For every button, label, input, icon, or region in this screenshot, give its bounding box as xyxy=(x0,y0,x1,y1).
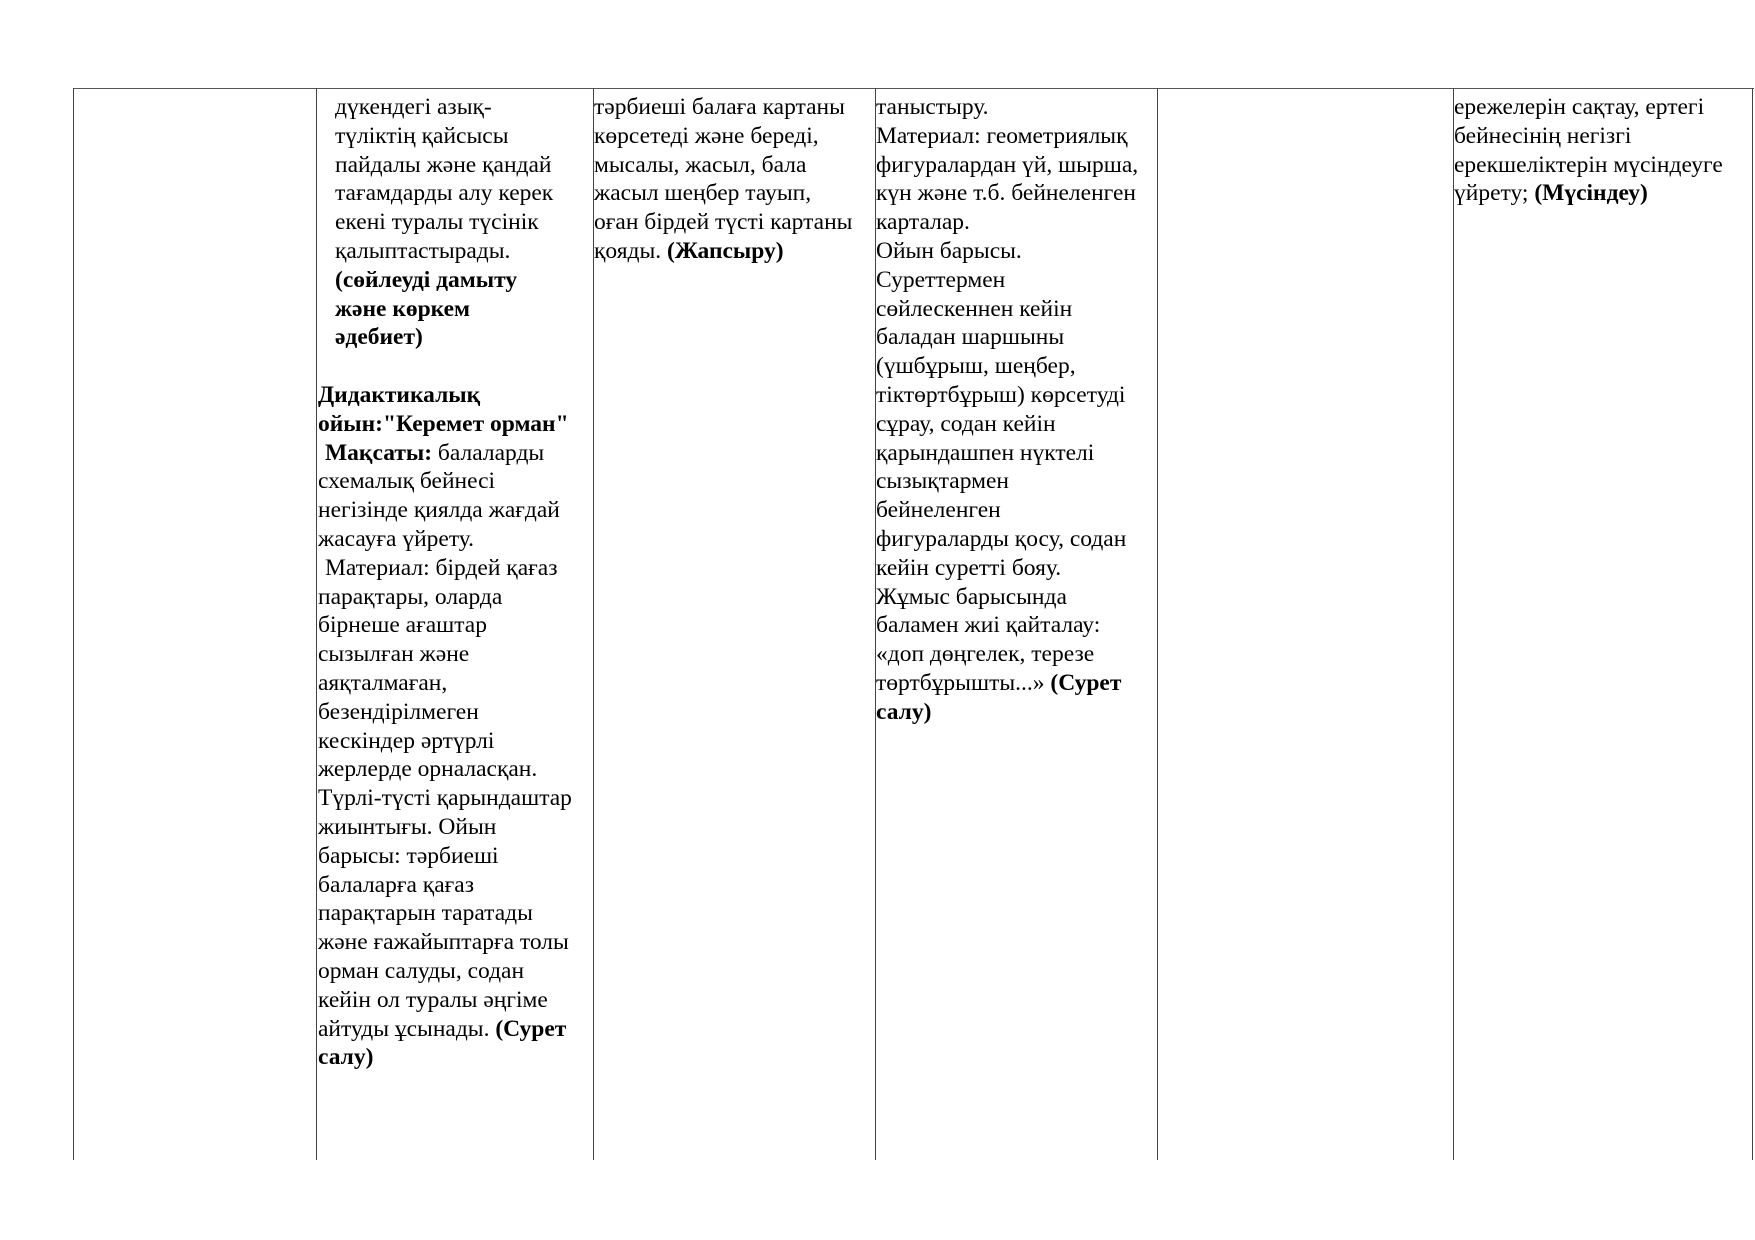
text-line: көрсетеді және береді, xyxy=(594,122,819,149)
text-span: айтуды ұсынады. xyxy=(318,1015,496,1042)
text-line: Түрлі-түсті қарындаштар xyxy=(318,785,572,812)
text-line: жиынтығы. Ойын xyxy=(318,813,497,840)
goal-label: Мақсаты: xyxy=(325,439,433,466)
text-line: сызықтармен xyxy=(876,468,1009,495)
text-line: және ғажайыптарға толы xyxy=(318,929,569,956)
text-line: бейнеленген xyxy=(876,497,1001,524)
blank-line xyxy=(318,352,572,381)
text-line: жасауға үйрету. xyxy=(318,525,475,552)
table-column-border-2 xyxy=(316,88,317,1160)
text-span: балаларды xyxy=(432,439,545,466)
text-line xyxy=(876,669,1138,698)
text-line: орман салуды, содан xyxy=(318,957,525,984)
text-line: түліктің қайсысы xyxy=(335,122,509,149)
text-line: Ойын барысы. xyxy=(876,237,1022,264)
text-line: дүкендегі азық- xyxy=(335,94,492,120)
text-line xyxy=(318,1015,572,1044)
text-line: Суреттермен xyxy=(876,266,1006,293)
text-line xyxy=(1454,179,1723,208)
text-line: Материал: геометриялық xyxy=(876,122,1128,149)
text-line: жасыл шеңбер тауып, xyxy=(594,180,812,207)
text-line: аяқталмаған, xyxy=(318,669,448,696)
text-line: қалыптастырады. xyxy=(335,237,511,264)
text-line: күн және т.б. бейнеленген xyxy=(876,180,1136,207)
text-line: бірнеше ағаштар xyxy=(318,612,487,639)
table-cell-col3 xyxy=(594,93,852,266)
text-line xyxy=(318,439,572,468)
subject-label: (Жапсыру) xyxy=(667,237,784,264)
text-line: тағамдарды алу керек xyxy=(335,180,554,207)
text-line: негізінде қиялда жағдай xyxy=(318,497,560,524)
table-top-border xyxy=(73,88,1754,89)
text-line: фигураларды қосу, содан xyxy=(876,525,1127,552)
text-line: жерлерде орналасқан. xyxy=(318,756,538,783)
text-line: мысалы, жасыл, бала xyxy=(594,151,807,178)
text-line: таныстыру. xyxy=(876,94,989,120)
text-line: карталар. xyxy=(876,209,970,236)
table-column-border-5 xyxy=(1157,88,1158,1160)
text-line: Материал: бірдей қағаз xyxy=(325,554,558,581)
table-cell-col2 xyxy=(318,93,572,1072)
subject-label: (сөйлеуді дамыту xyxy=(335,266,518,293)
text-line: «доп дөңгелек, терезе xyxy=(876,641,1095,668)
text-line: сұрау, содан кейін xyxy=(876,410,1056,437)
text-line: ерекшеліктерін мүсіндеуге xyxy=(1454,151,1723,178)
text-line: Жұмыс барысында xyxy=(876,583,1067,610)
text-line: сызылған және xyxy=(318,641,470,668)
text-line: балаларға қағаз xyxy=(318,871,475,898)
table-cell-col6 xyxy=(1454,93,1723,208)
text-line: баладан шаршыны xyxy=(876,324,1065,351)
text-line: тіктөртбұрыш) көрсетуді xyxy=(876,381,1126,408)
subject-label: (Сурет xyxy=(1050,669,1122,696)
text-line: баламен жиі қайталау: xyxy=(876,612,1101,639)
text-line: фигуралардан үй, шырша, xyxy=(876,151,1139,178)
text-line: бейнесінің негізгі xyxy=(1454,122,1632,149)
game-title: ойын:"Керемет орман" xyxy=(318,410,569,437)
subject-label: (Мүсіндеу) xyxy=(1534,180,1648,207)
text-span: төртбұрышты...» xyxy=(876,669,1051,696)
subject-label: және көркем xyxy=(335,295,471,322)
text-line: қарындашпен нүктелі xyxy=(876,439,1095,466)
subject-label: салу) xyxy=(318,1044,374,1071)
text-line: оған бірдей түсті картаны xyxy=(594,209,853,236)
text-line: схемалық бейнесі xyxy=(318,468,496,495)
subject-label: (Сурет xyxy=(495,1015,567,1042)
table-column-border-7 xyxy=(1752,88,1753,1160)
text-line xyxy=(594,237,852,266)
text-line: парақтарын таратады xyxy=(318,900,533,927)
text-line: кейін суретті бояу. xyxy=(876,554,1062,581)
subject-label: әдебиет) xyxy=(335,324,423,351)
text-line: безендірілмеген xyxy=(318,698,479,725)
subject-label: салу) xyxy=(876,698,932,725)
table-cell-col4 xyxy=(876,93,1138,727)
text-line: кейін ол туралы әңгіме xyxy=(318,986,548,1013)
text-line: тәрбиеші балаға картаны xyxy=(594,94,845,120)
text-line: кескіндер әртүрлі xyxy=(318,727,495,754)
table-column-border-1 xyxy=(73,88,74,1160)
text-line: сөйлескеннен кейін xyxy=(876,295,1073,322)
text-span: үйрету; xyxy=(1454,180,1535,207)
text-line: парақтары, оларда xyxy=(318,583,503,610)
text-line: екені туралы түсінік xyxy=(335,209,539,236)
text-line: (үшбұрыш, шеңбер, xyxy=(876,353,1076,380)
table-column-border-6 xyxy=(1453,88,1454,1160)
text-line: барысы: тәрбиеші xyxy=(318,842,499,869)
text-line: ережелерін сақтау, ертегі xyxy=(1454,94,1705,120)
text-line: пайдалы және қандай xyxy=(335,151,552,178)
text-span: қояды. xyxy=(594,237,668,264)
game-title: Дидактикалық xyxy=(318,381,481,408)
